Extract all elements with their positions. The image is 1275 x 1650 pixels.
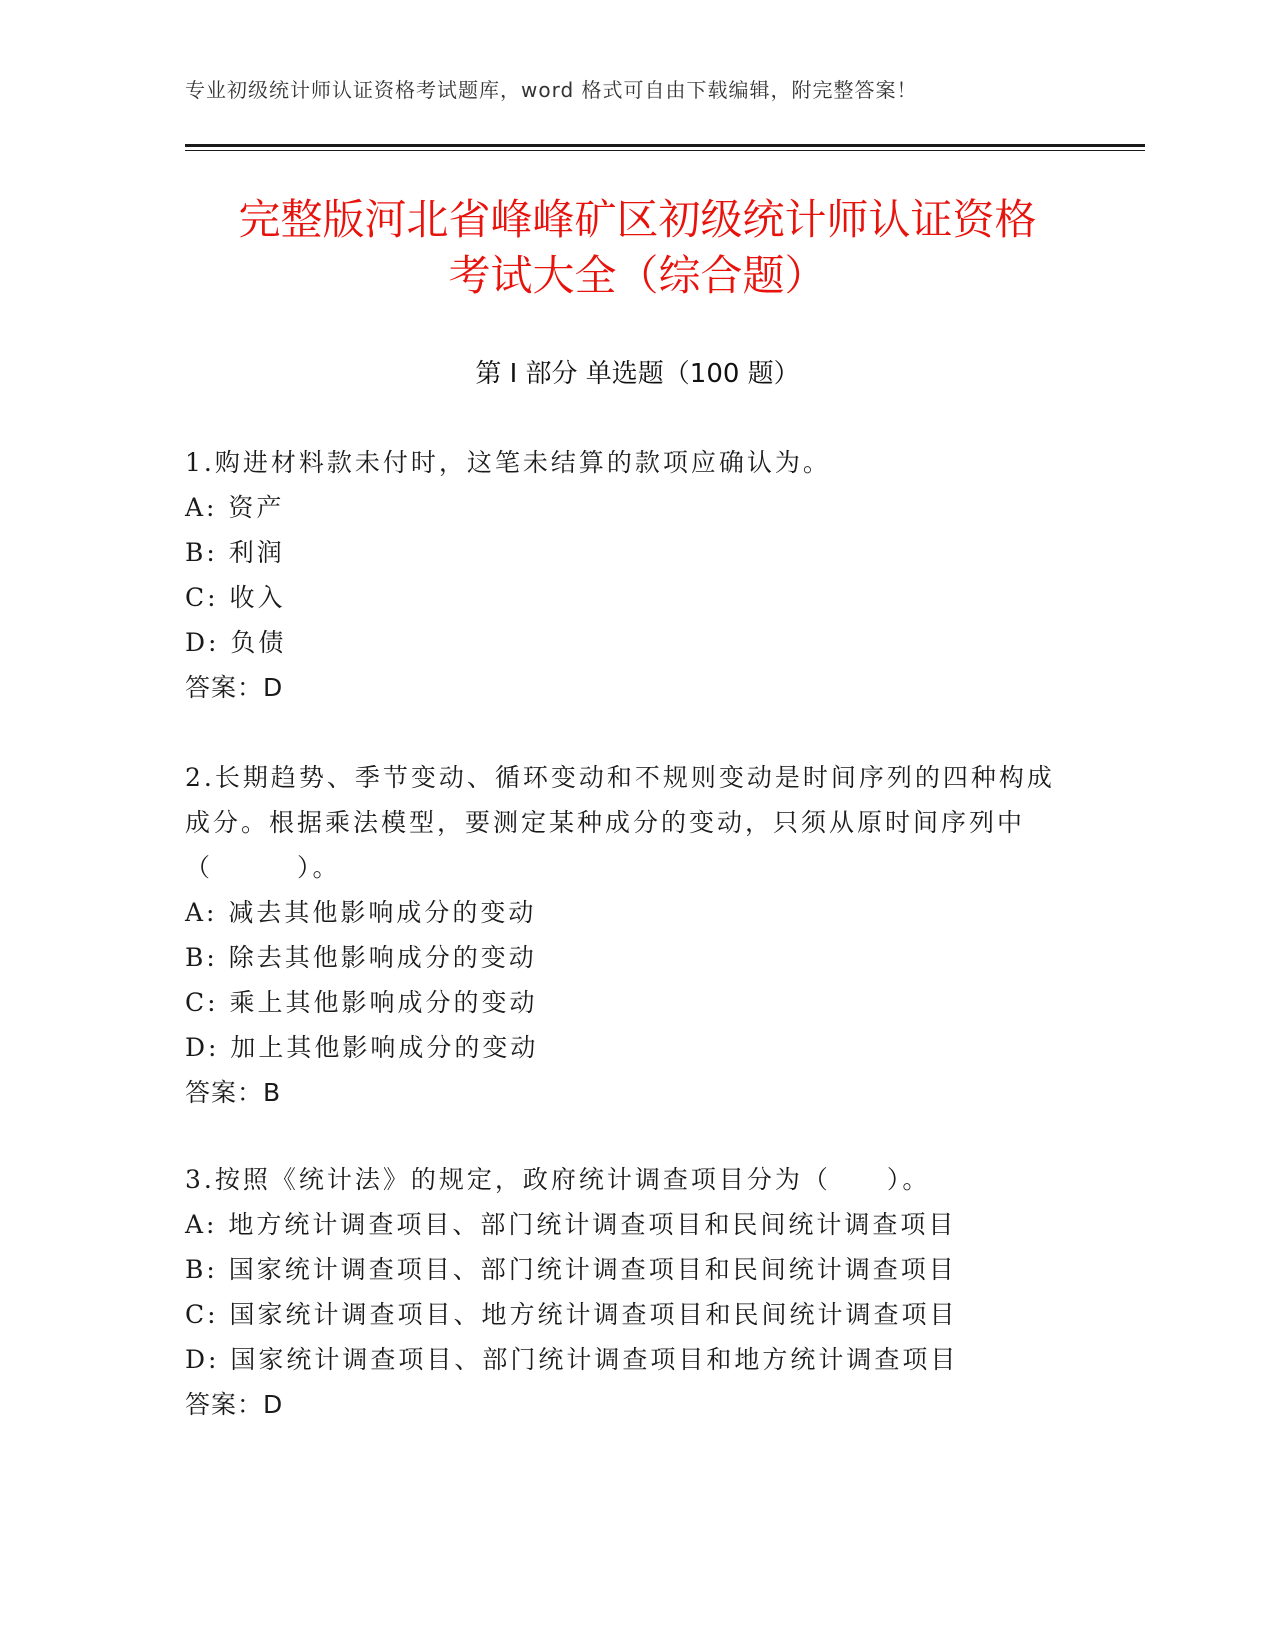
header-rule-thin: [185, 150, 1145, 151]
question-stem: 1.购进材料款未付时，这笔未结算的款项应确认为。: [185, 448, 831, 477]
option-b: B: 国家统计调查项目、部门统计调查项目和民间统计调查项目: [185, 1255, 957, 1284]
option-b: B: 利润: [185, 538, 285, 567]
document-title-line-2: 考试大全（综合题）: [448, 251, 827, 300]
answer-label: 答案：D: [185, 1390, 284, 1419]
answer-label: 答案：B: [185, 1078, 282, 1107]
section-title: 第 I 部分 单选题（100 题）: [475, 359, 800, 389]
option-a: A: 减去其他影响成分的变动: [185, 898, 537, 927]
document-title: [150, 192, 1125, 304]
option-a: A: 地方统计调查项目、部门统计调查项目和民间统计调查项目: [185, 1210, 957, 1239]
page-header-text: 专业初级统计师认证资格考试题库，word 格式可自由下载编辑，附完整答案！: [185, 78, 918, 102]
document-title-line-1: 完整版河北省峰峰矿区初级统计师认证资格: [238, 195, 1037, 244]
question-1: [185, 440, 1065, 710]
option-c: C: 收入: [185, 583, 286, 612]
question-2: [185, 755, 1065, 1115]
option-b: B: 除去其他影响成分的变动: [185, 943, 537, 972]
question-stem: 2.长期趋势、季节变动、循环变动和不规则变动是时间序列的四种构成成分。根据乘法模型，要测定某种成分的变动，只须从原时间序列中（ ）。: [185, 763, 1055, 882]
option-a: A: 资产: [185, 493, 285, 522]
option-d: D: 加上其他影响成分的变动: [185, 1033, 539, 1062]
option-d: D: 负债: [185, 628, 287, 657]
question-stem: 3.按照《统计法》的规定，政府统计调查项目分为（ ）。: [185, 1165, 931, 1194]
answer-label: 答案：D: [185, 673, 284, 702]
option-c: C: 乘上其他影响成分的变动: [185, 988, 538, 1017]
header-rule-thick: [185, 144, 1145, 147]
option-c: C: 国家统计调查项目、地方统计调查项目和民间统计调查项目: [185, 1300, 958, 1329]
option-d: D: 国家统计调查项目、部门统计调查项目和地方统计调查项目: [185, 1345, 959, 1374]
question-3: [185, 1157, 1065, 1427]
